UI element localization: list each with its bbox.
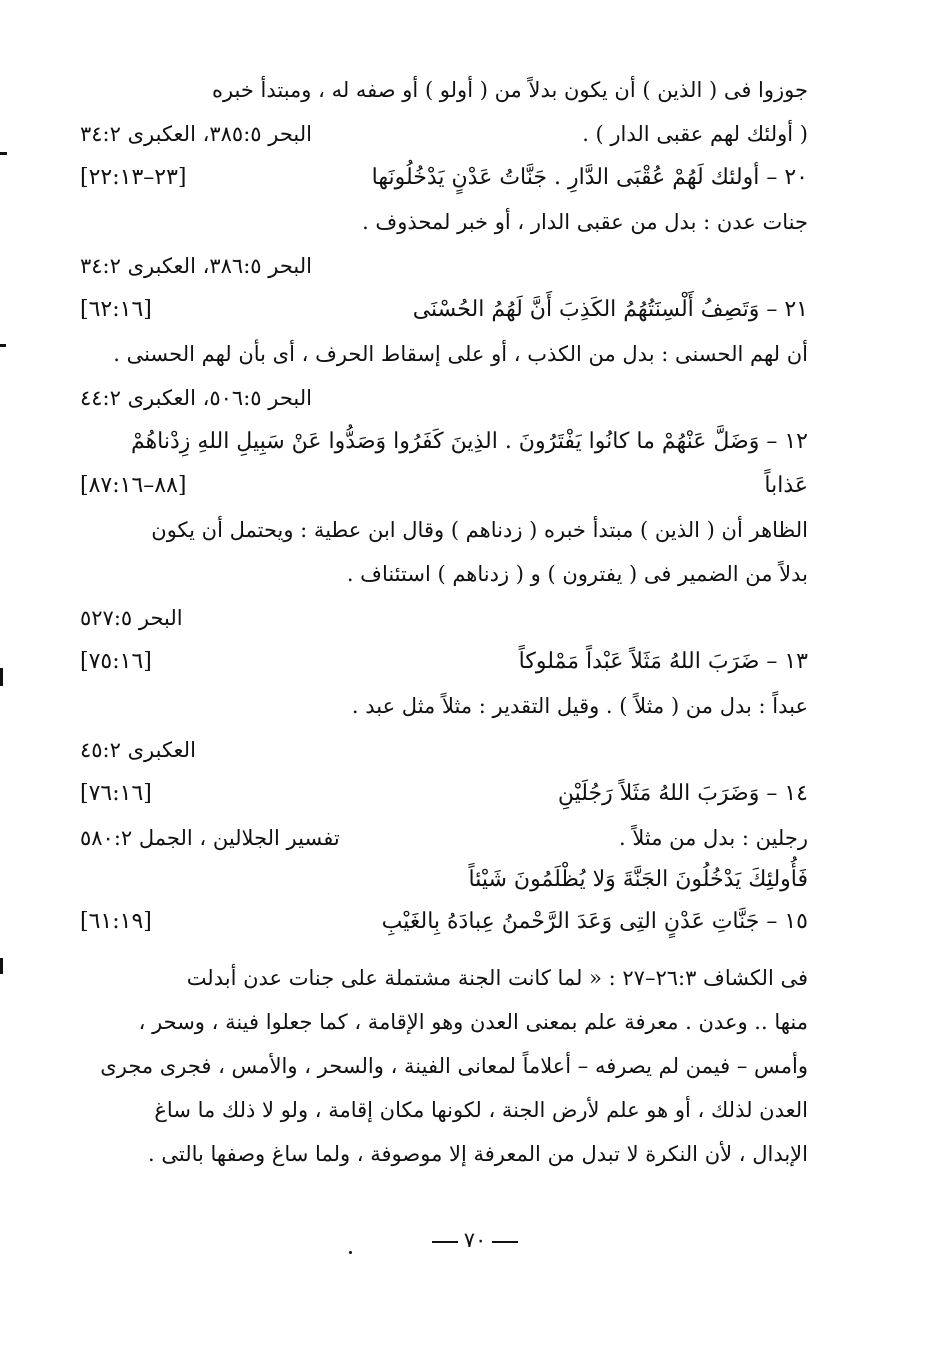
line-text: الظاهر أن ( الذين ) مبتدأ خبره ( زدناهم ) وقال ابن عطية : ويحتمل أن يكون [151, 518, 808, 542]
text-line [80, 332, 808, 376]
verse-line [80, 900, 808, 944]
source-reference: البحر ٥٠٦:٥، العكبرى ٤٤:٢ [80, 386, 312, 410]
verse-text: ١٥ – جَنَّاتِ عَدْنٍ التِى وَعَدَ الرَّحْمنُ عِبادَهُ بِالغَيْبِ [381, 909, 808, 934]
verse-text: ١٢ – وَضَلَّ عَنْهُمْ ما كانُوا يَفْتَرُونَ . الذِينَ كَفَرُوا وَصَدُّوا عَنْ سَبِيلِ اللهِ زِدْناهُمْ [130, 429, 808, 454]
verse-line [80, 772, 808, 816]
source-reference: تفسير الجلالين ، الجمل ٥٨٠:٢ [80, 826, 340, 850]
line-text: جنات عدن : بدل من عقبى الدار ، أو خبر لمحذوف . [362, 210, 808, 234]
verse-text: ١٤ – وَضَرَبَ اللهُ مَثَلاً رَجُلَيْنِ [557, 781, 808, 806]
line-text: الإبدال ، لأن النكرة لا تبدل من المعرفة إلا موصوفة ، ولما ساغ وصفها بالتى . [148, 1142, 808, 1166]
margin-mark [0, 958, 3, 974]
verse-reference: [٦٢:١٦] [80, 297, 152, 322]
text-line [80, 112, 808, 156]
text-line [80, 244, 808, 288]
verse-reference: [٢٣–٢٢:١٣] [80, 165, 187, 190]
text-line [80, 596, 808, 640]
line-text: بدلاً من الضمير فى ( يفترون ) و ( زدناهم ) استئناف . [346, 562, 808, 586]
text-line [80, 68, 808, 112]
verse-text: ٢٠ – أولئك لَهُمْ عُقْبَى الدَّارِ . جَنَّاتُ عَدْنٍ يَدْخُلُونَها [371, 165, 808, 190]
verse-line [80, 288, 808, 332]
text-line [80, 376, 808, 420]
page-number: ٧٠ [463, 1228, 487, 1252]
scan-dot [349, 1251, 352, 1254]
source-reference: البحر ٣٨٦:٥، العكبرى ٣٤:٢ [80, 254, 312, 278]
footer-dash [432, 1241, 458, 1243]
line-text: منها .. وعدن . معرفة علم بمعنى العدن وهو الإقامة ، كما جعلوا فينة ، وسحر ، [138, 1010, 808, 1034]
text-line [80, 200, 808, 244]
verse-line [80, 464, 808, 508]
verse-reference: [٧٦:١٦] [80, 781, 152, 806]
verse-line [80, 860, 808, 900]
verse-reference: [٧٥:١٦] [80, 649, 152, 674]
verse-text: ٢١ – وَتَصِفُ أَلْسِنَتُهُمُ الكَذِبَ أَنَّ لَهُمُ الحُسْنَى [412, 297, 808, 322]
page-footer [0, 1228, 950, 1252]
text-line [80, 508, 808, 552]
margin-mark [0, 152, 7, 155]
text-line [80, 684, 808, 728]
paragraph-line [80, 1088, 808, 1132]
text-line [80, 728, 808, 772]
verse-line [80, 156, 808, 200]
margin-mark [0, 344, 6, 347]
paragraph-line [80, 956, 808, 1000]
line-text: وأمس – فيمن لم يصرفه – أعلاماً لمعانى الفينة ، والسحر ، والأمس ، فجرى مجرى [100, 1054, 808, 1078]
line-text: عبداً : بدل من ( مثلاً ) . وقيل التقدير : مثلاً مثل عبد . [351, 694, 808, 718]
source-reference: البحر ٥٢٧:٥ [80, 606, 183, 630]
verse-line [80, 640, 808, 684]
text-line [80, 552, 808, 596]
line-text: أن لهم الحسنى : بدل من الكذب ، أو على إسقاط الحرف ، أى بأن لهم الحسنى . [113, 342, 808, 366]
line-text: رجلين : بدل من مثلاً . [619, 826, 808, 850]
page-body [80, 68, 808, 1176]
line-text: جوزوا فى ( الذين ) أن يكون بدلاً من ( أولو ) أو صفه له ، ومبتدأ خبره [211, 78, 808, 102]
footer-dash [492, 1241, 518, 1243]
paragraph-line [80, 1000, 808, 1044]
verse-text: ١٣ – ضَرَبَ اللهُ مَثَلاً عَبْداً مَمْلوكاً [518, 649, 808, 674]
margin-mark [0, 668, 3, 686]
paragraph-line [80, 1132, 808, 1176]
verse-reference: [٦١:١٩] [80, 909, 152, 934]
source-reference: العكبرى ٤٥:٢ [80, 738, 196, 762]
verse-text: عَذاباً [764, 473, 808, 498]
line-text: العدن لذلك ، أو هو علم لأرض الجنة ، لكونها مكان إقامة ، ولو لا ذلك ما ساغ [154, 1098, 808, 1122]
source-reference: البحر ٣٨٥:٥، العكبرى ٣٤:٢ [80, 122, 312, 146]
verse-text: فَأُولئِكَ يَدْخُلُونَ الجَنَّةَ وَلا يُظْلَمُونَ شَيْئاً [468, 867, 808, 892]
line-text: فى الكشاف ٢٦:٣–٢٧ : « لما كانت الجنة مشتملة على جنات عدن أبدلت [186, 966, 808, 990]
paragraph-line [80, 1044, 808, 1088]
verse-reference: [٨٨–٨٧:١٦] [80, 473, 187, 498]
line-text: ( أولئك لهم عقبى الدار ) . [582, 122, 808, 146]
text-line [80, 816, 808, 860]
verse-line [80, 420, 808, 464]
